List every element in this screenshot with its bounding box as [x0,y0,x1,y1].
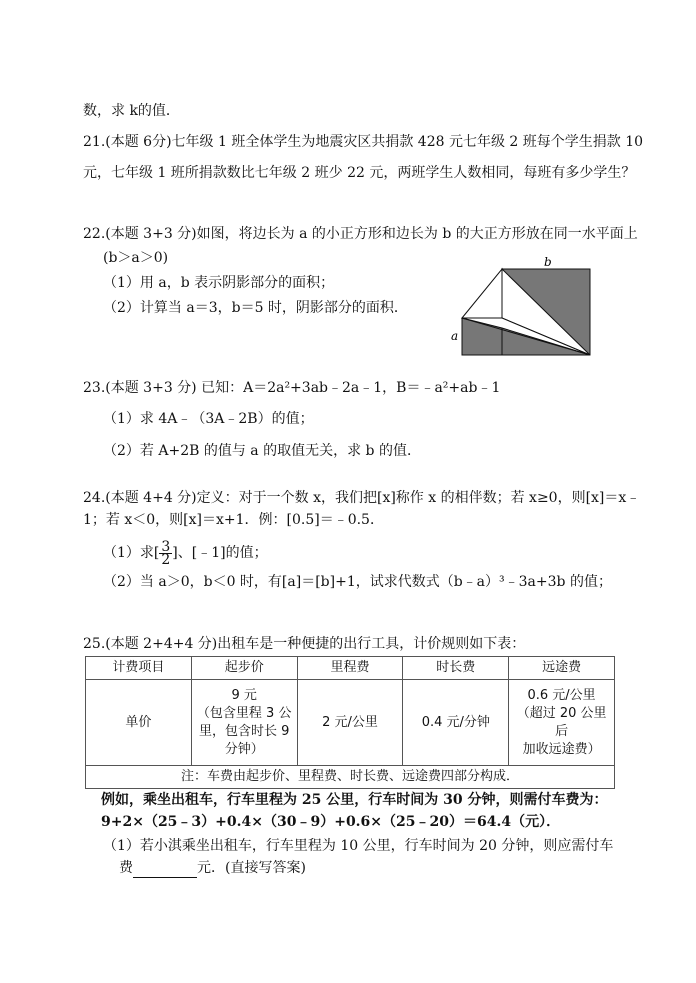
q20-tail: 数，求 k的值． [83,103,180,119]
q22-line2: (b＞a＞0) [103,250,169,266]
q25-intro: 25.(本题 2+4+4 分)出租车是一种便捷的出行工具，计价规则如下表： [83,636,526,652]
cell-long-distance [509,680,615,766]
q24-line2: 1；若 x＜0，则[x]＝x+1．例：[0.5]＝﹣0.5． [83,512,384,528]
q25-example1: 例如，乘坐出租车，行车里程为 25 公里，行车时间为 30 分钟，则需付车费为： [101,792,608,808]
table-note-row [86,766,615,789]
table-note: 注：车费由起步价、里程费、时长费、远途费四部分构成． [86,766,615,789]
start-price-line: 里，包含时长 9 [198,723,290,739]
fare-table [85,656,615,789]
table-row [86,680,615,766]
q25-sub1-pre: 费 [119,860,133,876]
long-distance-line: （超过 20 公里后 [516,705,607,739]
start-price-line: 分钟） [224,741,264,757]
fraction-three-halves [159,538,172,568]
q21-line2: 元，七年级 1 班所捐款数比七年级 2 班少 22 元，两班学生人数相同，每班有多少学生？ [83,165,636,181]
q24-sub1-pre: （1）求[ [103,545,160,561]
row-label-unit-price: 单价 [86,680,192,766]
cell-mileage: 2 元/公里 [297,680,403,766]
long-distance-line: 0.6 元/公里 [527,687,596,703]
start-price-line: 9 元 [231,687,257,703]
q22-sub2: （2）计算当 a＝3，b＝5 时，阴影部分的面积． [103,300,408,316]
q25-sub1-line2 [119,858,306,878]
q21-line1: 21.(本题 6分)七年级 1 班全体学生为地震灾区共捐款 428 元七年级 2 班每个学生捐款 10 [83,134,644,150]
fraction-numerator: 3 [161,538,171,555]
header-start-price: 起步价 [191,657,297,680]
squares-figure [448,256,608,366]
q24-sub2: （2）当 a＞0，b＜0 时，有[a]＝[b]+1，试求代数式（b﹣a）³﹣3a+3b 的值； [103,574,612,590]
q22-line1: 22.(本题 3+3 分)如图，将边长为 a 的小正方形和边长为 b 的大正方形放在同一水平面上 [83,226,638,242]
cell-start-price [191,680,297,766]
q23-line1: 23.(本题 3+3 分) 已知：A＝2a²+3ab﹣2a﹣1，B＝﹣a²+ab﹣1 [83,380,501,396]
long-distance-line: 加收远途费） [522,741,601,757]
q25-sub1-post: 元．(直接写答案) [197,860,306,876]
header-mileage: 里程费 [297,657,403,680]
q25-example2: 9+2×（25﹣3）+0.4×（30﹣9）+0.6×（25﹣20）＝64.4（元）． [101,814,561,830]
q22-sub1: （1）用 a，b 表示阴影部分的面积； [103,275,335,291]
q24-sub1 [103,538,268,568]
label-b: b [544,256,552,269]
q24-sub1-post: ]、[﹣1]的值； [172,545,268,561]
q25-sub1-line1: （1）若小淇乘坐出租车，行车里程为 10 公里，行车时间为 20 分钟，则应需付车 [103,838,614,854]
header-item: 计费项目 [86,657,192,680]
header-long-distance: 远途费 [509,657,615,680]
q23-sub1: （1）求 4A﹣（3A﹣2B）的值； [103,411,314,427]
q24-line1: 24.(本题 4+4 分)定义：对于一个数 x，我们把[x]称作 x 的相伴数；若 x≥0，则[x]＝x﹣ [83,490,641,506]
answer-blank[interactable] [133,863,197,878]
start-price-line: （包含里程 3 公 [196,705,292,721]
fraction-denominator: 2 [161,551,171,568]
white-triangle-left [462,269,502,318]
q23-sub2: （2）若 A+2B 的值与 a 的取值无关，求 b 的值． [103,443,421,459]
cell-duration: 0.4 元/分钟 [403,680,509,766]
table-header-row [86,657,615,680]
label-a: a [451,329,459,343]
header-duration: 时长费 [403,657,509,680]
